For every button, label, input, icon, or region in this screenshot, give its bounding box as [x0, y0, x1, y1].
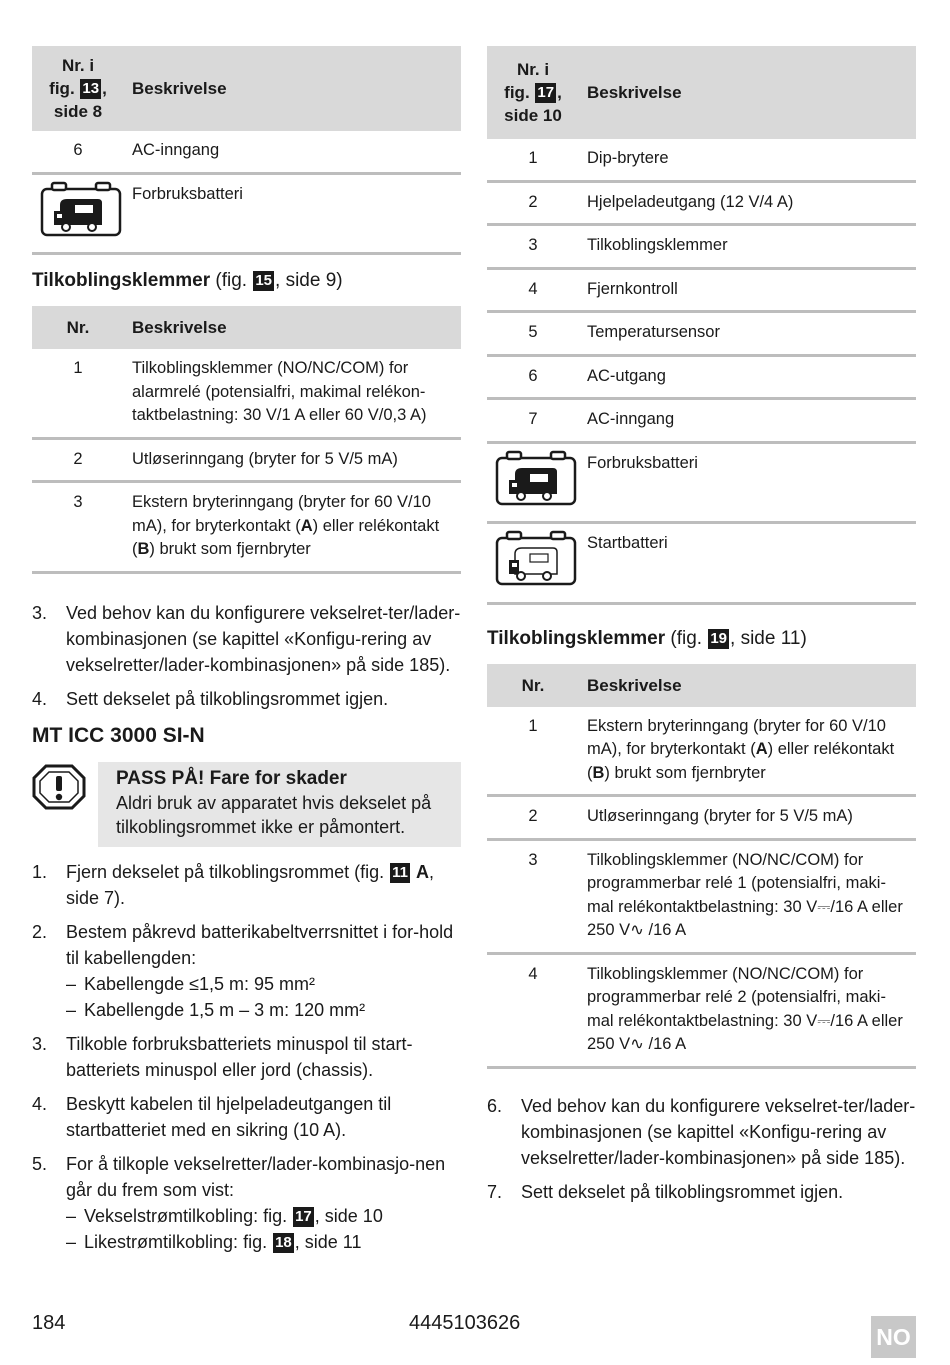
table-header-row: [32, 46, 461, 131]
row-description: Ekstern bryterinngang (bryter for 60 V/10 mA), for bryterkontakt (A) eller relékontakt (B) brukt som fjernbryter: [579, 707, 916, 796]
table-row: [487, 523, 916, 604]
row-description: Dip-brytere: [579, 139, 916, 181]
consumer-battery-icon: [495, 450, 577, 506]
steps-list-1: [32, 600, 461, 712]
figure-ref: 15: [255, 272, 273, 289]
table-row: [487, 953, 916, 1067]
row-number: 2: [487, 181, 579, 225]
list-item: 2. Bestem påkrevd batterikabeltverrsnittet i for-hold til kabellengden: – Kabellengde ≤1,5 m: 95 mm² – Kabellengde 1,5 m – 3 m: 120 mm²: [32, 919, 461, 1023]
table-row: [487, 707, 916, 796]
table-row: [487, 399, 916, 443]
section-title-terminals: Tilkoblingsklemmer (fig. 19 , side 11): [487, 627, 807, 649]
table-row: [32, 173, 461, 254]
consumer-battery-icon: [40, 181, 122, 237]
list-item: 1. Fjern dekselet på tilkoblingsrommet (fig. 11 A, side 7).: [32, 861, 435, 908]
header-number: Nr.: [32, 306, 124, 349]
list-item: 5. For å tilkople vekselretter/lader-kombinasjo-nen går du frem som vist: – Vekselstrømtilkobling: fig. 17 , side 10 – Likestrømtilkobling: fig. 18 , side 11: [32, 1151, 461, 1255]
warning-text: Aldri bruk av apparatet hvis dekselet på tilkoblingsrommet ikke er påmontert.: [116, 792, 432, 837]
row-description: Tilkoblingsklemmer (NO/NC/COM) for programmerbar relé 2 (potensialfri, maki-mal relékontaktbelastning: 30 V⎓/16 A eller 250 V∿ /16 A: [579, 953, 916, 1067]
figure-ref: 11: [392, 863, 408, 881]
figure-ref: 17: [537, 84, 555, 101]
row-number: 6: [32, 131, 124, 173]
sub-list-item: – Likestrømtilkobling: fig. 18 , side 11: [66, 1231, 362, 1252]
row-description: AC-utgang: [579, 355, 916, 399]
table-row: [32, 482, 461, 573]
row-description: Temperatursensor: [579, 312, 916, 356]
list-item: 4. Sett dekselet på tilkoblingsrommet igjen.: [32, 688, 389, 709]
row-number: 7: [487, 399, 579, 443]
row-number: 6: [487, 355, 579, 399]
document-code: 4445103626: [409, 1312, 521, 1334]
table-row: [487, 139, 916, 181]
row-description: Forbruksbatteri: [579, 442, 916, 523]
header-description: Beskrivelse: [579, 46, 916, 139]
table-header-row: [487, 664, 916, 707]
row-description: Startbatteri: [579, 523, 916, 604]
table-row: [487, 839, 916, 953]
sub-list-item: – Kabellengde 1,5 m – 3 m: 120 mm²: [66, 999, 366, 1020]
warning-box: [32, 762, 461, 847]
table-row: [487, 268, 916, 312]
sub-list-item: – Vekselstrømtilkobling: fig. 17 , side 10: [66, 1205, 383, 1226]
table-row: [487, 225, 916, 269]
table-row: [487, 312, 916, 356]
list-item: 3. Tilkoble forbruksbatteriets minuspol til start-batteriets minuspol eller jord (chassis).: [32, 1033, 413, 1080]
table-header-row: [487, 46, 916, 139]
left-column: [32, 46, 461, 1263]
row-number: 1: [32, 349, 124, 438]
list-item: 6. Ved behov kan du konfigurere vekselret-ter/lader-kombinasjonen (se kapittel «Konfigu-rering av vekselretter/lader-kombinasjonen» på side 185).: [487, 1095, 916, 1168]
row-description: Fjernkontroll: [579, 268, 916, 312]
row-number: 5: [487, 312, 579, 356]
row-description: AC-inngang: [124, 131, 461, 173]
component-table-fig13: [32, 46, 461, 255]
sub-list: [66, 1203, 461, 1255]
row-number: 3: [487, 225, 579, 269]
row-description: Forbruksbatteri: [124, 173, 461, 254]
table-header-row: [32, 306, 461, 349]
sub-list-item: – Kabellengde ≤1,5 m: 95 mm²: [66, 973, 316, 994]
table-row: [32, 131, 461, 173]
header-number: Nr. i fig. 17 , side 10: [487, 46, 579, 139]
table-row: [487, 181, 916, 225]
section-title-terminals: Tilkoblingsklemmer (fig. 15 , side 9): [32, 270, 343, 291]
row-number: 4: [487, 268, 579, 312]
steps-list-right: [487, 1093, 916, 1205]
component-table-fig17: [487, 46, 916, 605]
header-description: Beskrivelse: [124, 306, 461, 349]
list-item: 7. Sett dekselet på tilkoblingsrommet igjen.: [487, 1181, 844, 1202]
row-description: Ekstern bryterinngang (bryter for 60 V/10 mA), for bryterkontakt (A) eller relékontakt (B) brukt som fjernbryter: [124, 482, 461, 573]
language-badge: NO: [871, 1316, 916, 1358]
row-number: 2: [32, 438, 124, 482]
header-number: Nr. i fig. 13 , side 8: [32, 46, 124, 131]
row-description: Hjelpeladeutgang (12 V/4 A): [579, 181, 916, 225]
row-number: 2: [487, 796, 579, 840]
header-number: Nr.: [487, 664, 579, 707]
page-number: 184: [32, 1312, 66, 1334]
row-description: Utløserinngang (bryter for 5 V/5 mA): [124, 438, 461, 482]
header-description: Beskrivelse: [124, 46, 461, 131]
row-number: 1: [487, 139, 579, 181]
row-description: AC-inngang: [579, 399, 916, 443]
right-column: [487, 46, 916, 1213]
warning-exclamation-icon: [32, 764, 86, 810]
sub-list: [66, 971, 461, 1023]
row-number: 1: [487, 707, 579, 796]
figure-ref: 17: [295, 1207, 312, 1225]
terminals-table-fig19: [487, 664, 916, 1069]
model-heading: MT ICC 3000 SI-N: [32, 723, 205, 747]
warning-heading: PASS PÅ! Fare for skader: [116, 767, 347, 789]
row-description: Tilkoblingsklemmer: [579, 225, 916, 269]
row-number: 3: [32, 482, 124, 573]
row-description: Utløserinngang (bryter for 5 V/5 mA): [579, 796, 916, 840]
row-description: Tilkoblingsklemmer (NO/NC/COM) for programmerbar relé 1 (potensialfri, maki-mal relékontaktbelastning: 30 V⎓/16 A eller 250 V∿ /16 A: [579, 839, 916, 953]
figure-ref: 13: [82, 80, 100, 97]
figure-ref: 18: [275, 1233, 292, 1251]
table-row: [487, 796, 916, 840]
list-item: 3. Ved behov kan du konfigurere vekselret-ter/lader-kombinasjonen (se kapittel «Konfigu-rering av vekselretter/lader-kombinasjonen» på side 185).: [32, 602, 461, 675]
table-row: [32, 349, 461, 438]
row-number: 4: [487, 953, 579, 1067]
row-description: Tilkoblingsklemmer (NO/NC/COM) for alarmrelé (potensialfri, makimal relékon-taktbelastning: 30 V/1 A eller 60 V/0,3 A): [124, 349, 461, 438]
table-row: [487, 442, 916, 523]
row-number: 3: [487, 839, 579, 953]
header-description: Beskrivelse: [579, 664, 916, 707]
table-row: [487, 355, 916, 399]
table-row: [32, 438, 461, 482]
figure-ref: 19: [710, 629, 728, 647]
list-item: 4. Beskytt kabelen til hjelpeladeutgangen til startbatteriet med en sikring (10 A).: [32, 1093, 392, 1140]
terminals-table-fig15: [32, 306, 461, 574]
starter-battery-icon: [495, 530, 577, 586]
steps-list-2: [32, 859, 461, 1255]
